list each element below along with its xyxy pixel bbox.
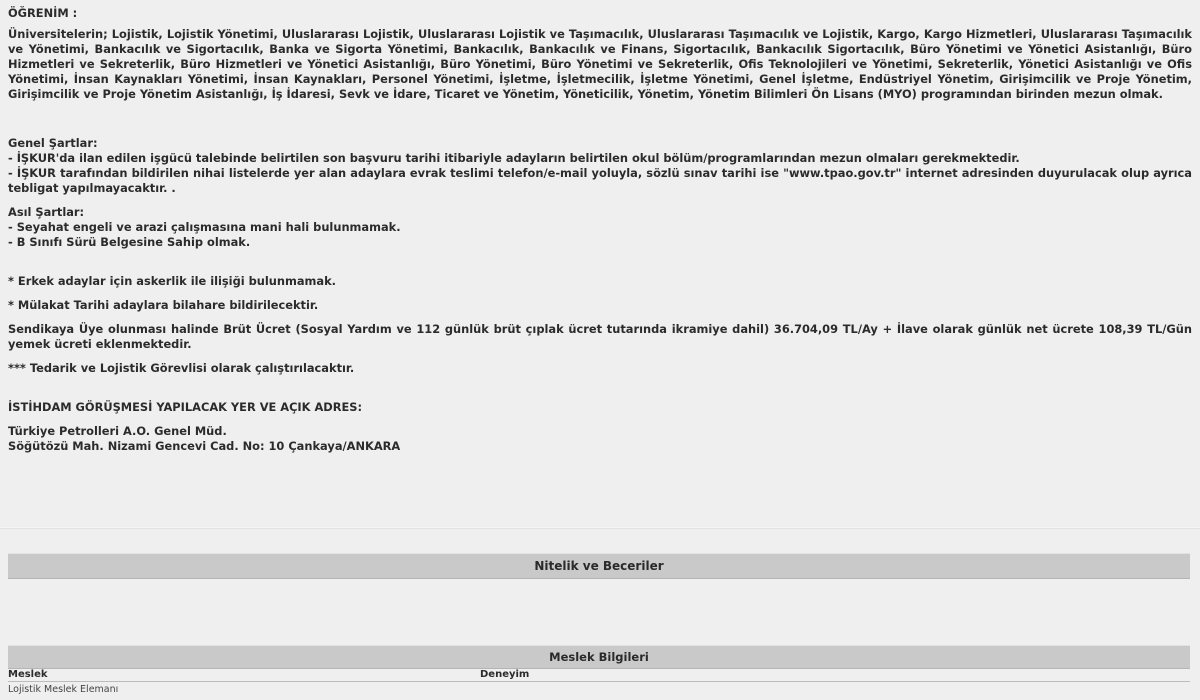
- salary-note: Sendikaya Üye olunması halinde Brüt Ücret (Sosyal Yardım ve 112 günlük brüt çıplak ücret tutarında ikramiye dahil) 36.704,09 TL/Ay + İlave olarak günlük net ücrete 108,39 TL/Gün yemek ücreti eklenmektedir.: [8, 322, 1192, 351]
- education-text: Üniversitelerin; Lojistik, Lojistik Yönetimi, Uluslararası Lojistik, Uluslararası Lojistik ve Taşımacılık, Uluslararası Taşımacılık ve Lojistik, Kargo, Kargo Hizmetleri, Uluslararası Taşımacılık ve Yönetimi, Bankacılık ve Sigortacılık, Banka ve Sigorta Yönetimi, Bankacılık, Bankacılık ve Finans, Sigortacılık, Bankacılık Sigortacılık, Büro Yönetimi ve Yönetici Asistanlığı, Büro Hizmetleri ve Sekreterlik, Büro Hizmetleri ve Yönetici Asistanlığı, Büro Yönetimi, Büro Yönetimi ve Sekreterlik, Ofis Teknolojileri ve Yönetimi, Sekreterlik, Yönetici Asistanlığı ve Ofis Yönetimi, İnsan Kaynakları Yönetimi, İnsan Kaynakları, Personel Yönetimi, İşletme, İşletmecilik, İşletme Yönetimi, Genel İşletme, Endüstriyel Yönetim, Girişimcilik ve Proje Yönetim, Girişimcilik ve Proje Yönetim Asistanlığı, İş İdaresi, Sevk ve İdare, Ticaret ve Yönetim, Yöneticilik, Yönetim, Yönetim Bilimleri Ön Lisans (MYO) programından birinden mezun olmak.: [8, 27, 1192, 101]
- general-condition-item: - İŞKUR'da ilan edilen işgücü talebinde belirtilen son başvuru tarihi itibariyle adayların belirtilen okul bölüm/programlarından mezun olmaları gerekmektedir.: [8, 151, 1020, 165]
- main-condition-item: - B Sınıfı Sürü Belgesine Sahip olmak.: [8, 235, 251, 249]
- interview-note: * Mülakat Tarihi adaylara bilahare bildirilecektir.: [8, 298, 319, 312]
- skills-section-header: Nitelik ve Beceriler: [8, 553, 1190, 579]
- main-conditions-heading: Asıl Şartlar:: [8, 205, 85, 219]
- military-note: * Erkek adaylar için askerlik ile ilişiği bulunmamak.: [8, 274, 337, 288]
- occupation-table-header: [8, 668, 1190, 682]
- column-header-meslek: Meslek: [8, 669, 48, 680]
- education-heading: ÖĞRENİM :: [8, 6, 78, 20]
- general-condition-item: - İŞKUR tarafından bildirilen nihai listelerde yer alan adaylara evrak teslimi telefon/e-mail yoluyla, sözlü sınav tarihi ise "www.tpao.gov.tr" internet adresinden duyurulacak olup ayrıca tebligat yapılmayacaktır. .: [8, 166, 1192, 195]
- occupation-cell: Lojistik Meslek Elemanı: [8, 684, 119, 695]
- general-conditions-heading: Genel Şartlar:: [8, 136, 98, 150]
- column-header-deneyim: Deneyim: [480, 669, 530, 680]
- section-divider: [0, 527, 1200, 529]
- job-requirements-content: [8, 6, 1192, 454]
- occupation-section-header: Meslek Bilgileri: [8, 645, 1190, 669]
- table-row: [8, 683, 1190, 696]
- address-heading: İSTİHDAM GÖRÜŞMESİ YAPILACAK YER VE AÇIK ADRES:: [8, 400, 363, 414]
- role-note: *** Tedarik ve Lojistik Görevlisi olarak çalıştırılacaktır.: [8, 361, 355, 375]
- address-line: Türkiye Petrolleri A.O. Genel Müd.: [8, 424, 227, 438]
- main-condition-item: - Seyahat engeli ve arazi çalışmasına mani hali bulunmamak.: [8, 220, 401, 234]
- address-line: Söğütözü Mah. Nizami Gencevi Cad. No: 10 Çankaya/ANKARA: [8, 439, 401, 453]
